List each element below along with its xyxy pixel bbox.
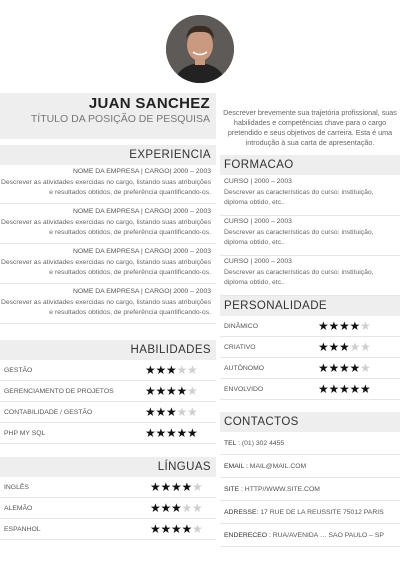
star-filled-icon: ★ bbox=[318, 319, 329, 333]
star-filled-icon: ★ bbox=[339, 319, 350, 333]
language-row bbox=[0, 478, 216, 498]
contact-key: TEL : bbox=[224, 440, 240, 447]
star-filled-icon: ★ bbox=[150, 501, 161, 515]
star-filled-icon: ★ bbox=[328, 319, 340, 333]
contact-row-phone bbox=[220, 433, 400, 455]
experience-description: Descrever as atividades exercidas no cargo, listando suas atribuições e resultados obtidos, de preferência quantificando-os. bbox=[0, 179, 211, 196]
experience-item bbox=[0, 206, 216, 244]
star-filled-icon: ★ bbox=[166, 426, 177, 440]
star-filled-icon: ★ bbox=[145, 405, 156, 419]
star-empty-icon: ★ bbox=[349, 340, 361, 354]
personality-label: ENVOLVIDO bbox=[224, 386, 264, 393]
personality-label: DINÂMICO bbox=[224, 323, 258, 330]
rating-stars bbox=[318, 320, 371, 333]
rating-stars bbox=[318, 341, 371, 354]
experience-description: Descrever as atividades exercidas no cargo, listando suas atribuições e resultados obtidos, de preferência quantificando-os. bbox=[0, 219, 211, 236]
rating-stars bbox=[145, 427, 198, 440]
star-filled-icon: ★ bbox=[145, 363, 156, 377]
contact-key: ADRESSE: bbox=[224, 509, 259, 516]
star-filled-icon: ★ bbox=[155, 426, 167, 440]
contact-value[interactable]: HTTP//WWW.SITE.COM bbox=[242, 486, 320, 493]
experience-item bbox=[0, 166, 216, 204]
language-label: ESPANHOL bbox=[4, 526, 41, 533]
language-row bbox=[0, 499, 216, 519]
star-filled-icon: ★ bbox=[181, 522, 193, 536]
contact-key: SITE : bbox=[224, 486, 243, 493]
intro-text: Descrever brevemente sua trajetória profissional, suas habilidades e competências chave para o cargo pretendido e seus objetivos de carreira. Esta é uma introdução à sua carta de apresentação. bbox=[223, 108, 397, 147]
star-filled-icon: ★ bbox=[318, 340, 329, 354]
star-filled-icon: ★ bbox=[349, 319, 361, 333]
star-filled-icon: ★ bbox=[145, 426, 156, 440]
star-filled-icon: ★ bbox=[166, 384, 177, 398]
star-empty-icon: ★ bbox=[192, 480, 203, 494]
star-filled-icon: ★ bbox=[155, 363, 167, 377]
education-item bbox=[220, 256, 400, 296]
contact-key: EMAIL : bbox=[224, 463, 248, 470]
education-item bbox=[220, 216, 400, 256]
star-empty-icon: ★ bbox=[360, 361, 371, 375]
language-row bbox=[0, 520, 216, 540]
position-title: TÍTULO DA POSIÇÃO DE PESQUISA bbox=[30, 113, 210, 125]
star-empty-icon: ★ bbox=[187, 384, 198, 398]
star-filled-icon: ★ bbox=[176, 426, 188, 440]
contact-key: ENDERECEO : bbox=[224, 532, 271, 539]
star-filled-icon: ★ bbox=[160, 522, 172, 536]
language-label: ALEMÃO bbox=[4, 505, 33, 512]
star-filled-icon: ★ bbox=[318, 361, 329, 375]
star-filled-icon: ★ bbox=[349, 361, 361, 375]
star-empty-icon: ★ bbox=[360, 340, 371, 354]
star-filled-icon: ★ bbox=[360, 382, 371, 396]
star-filled-icon: ★ bbox=[155, 405, 167, 419]
experience-item bbox=[0, 286, 216, 324]
rating-stars bbox=[150, 481, 203, 494]
language-label: INGLÊS bbox=[4, 484, 29, 491]
profile-photo bbox=[166, 15, 234, 83]
star-filled-icon: ★ bbox=[150, 522, 161, 536]
experience-title: NOME DA EMPRESA | CARGO| 2000 – 2003 bbox=[72, 208, 211, 215]
star-filled-icon: ★ bbox=[328, 340, 340, 354]
star-filled-icon: ★ bbox=[155, 384, 167, 398]
star-empty-icon: ★ bbox=[192, 501, 203, 515]
star-filled-icon: ★ bbox=[171, 480, 182, 494]
star-filled-icon: ★ bbox=[187, 426, 198, 440]
personality-row bbox=[220, 317, 400, 337]
star-filled-icon: ★ bbox=[328, 382, 340, 396]
candidate-name: JUAN SANCHEZ bbox=[88, 95, 210, 112]
star-filled-icon: ★ bbox=[328, 361, 340, 375]
skill-label: GESTÃO bbox=[4, 367, 33, 374]
star-filled-icon: ★ bbox=[176, 384, 188, 398]
star-filled-icon: ★ bbox=[339, 340, 350, 354]
star-filled-icon: ★ bbox=[160, 480, 172, 494]
contacts-heading: CONTACTOS bbox=[220, 412, 400, 432]
skill-label: PHP MY SQL bbox=[4, 430, 46, 437]
education-title: CURSO | 2000 – 2003 bbox=[224, 258, 292, 265]
star-filled-icon: ★ bbox=[318, 382, 329, 396]
experience-title: NOME DA EMPRESA | CARGO| 2000 – 2003 bbox=[72, 168, 211, 175]
education-title: CURSO | 2000 – 2003 bbox=[224, 178, 292, 185]
contact-row-street bbox=[220, 525, 400, 547]
star-filled-icon: ★ bbox=[339, 361, 350, 375]
skill-row bbox=[0, 361, 216, 381]
rating-stars bbox=[145, 406, 198, 419]
skills-heading: HABILIDADES bbox=[0, 340, 216, 360]
education-description: Descrever as características do curso: instituição, diploma obtido, etc.. bbox=[224, 229, 374, 246]
rating-stars bbox=[150, 523, 203, 536]
education-heading: FORMACAO bbox=[220, 155, 400, 175]
education-title: CURSO | 2000 – 2003 bbox=[224, 218, 292, 225]
experience-title: NOME DA EMPRESA | CARGO| 2000 – 2003 bbox=[72, 248, 211, 255]
star-filled-icon: ★ bbox=[150, 480, 161, 494]
experience-heading: EXPERIENCIA bbox=[0, 145, 216, 165]
rating-stars bbox=[318, 362, 371, 375]
star-filled-icon: ★ bbox=[339, 382, 350, 396]
contact-value: RUA/AVENIDA … SAO PAULO – SP bbox=[270, 532, 384, 539]
star-empty-icon: ★ bbox=[187, 363, 198, 377]
star-filled-icon: ★ bbox=[171, 501, 182, 515]
rating-stars bbox=[145, 364, 198, 377]
star-empty-icon: ★ bbox=[176, 363, 188, 377]
star-filled-icon: ★ bbox=[349, 382, 361, 396]
star-empty-icon: ★ bbox=[360, 319, 371, 333]
contact-row-address bbox=[220, 502, 400, 524]
contact-value[interactable]: MAIL@MAIL.COM bbox=[247, 463, 307, 470]
star-empty-icon: ★ bbox=[187, 405, 198, 419]
star-empty-icon: ★ bbox=[181, 501, 193, 515]
star-filled-icon: ★ bbox=[145, 384, 156, 398]
star-filled-icon: ★ bbox=[171, 522, 182, 536]
name-band bbox=[0, 93, 216, 139]
experience-item bbox=[0, 246, 216, 284]
star-filled-icon: ★ bbox=[181, 480, 193, 494]
rating-stars bbox=[318, 383, 371, 396]
contact-row-email bbox=[220, 456, 400, 478]
education-item bbox=[220, 176, 400, 216]
contact-value[interactable]: (01) 302 4455 bbox=[240, 440, 285, 447]
personality-row bbox=[220, 359, 400, 379]
skill-row bbox=[0, 403, 216, 423]
contact-value: 17 RUE DE LA REUSSITE 75012 PARIS bbox=[258, 509, 384, 516]
education-description: Descrever as características do curso: instituição, diploma obtido, etc.. bbox=[224, 269, 374, 286]
personality-label: CRIATIVO bbox=[224, 344, 256, 351]
star-filled-icon: ★ bbox=[166, 405, 177, 419]
star-empty-icon: ★ bbox=[176, 405, 188, 419]
personality-label: AUTÔNOMO bbox=[224, 365, 265, 372]
skill-label: GERENCIAMENTO DE PROJETOS bbox=[4, 388, 114, 395]
contact-row-site bbox=[220, 479, 400, 501]
experience-title: NOME DA EMPRESA | CARGO| 2000 – 2003 bbox=[72, 288, 211, 295]
education-description: Descrever as características do curso: instituição, diploma obtido, etc.. bbox=[224, 189, 374, 206]
star-filled-icon: ★ bbox=[166, 363, 177, 377]
star-empty-icon: ★ bbox=[192, 522, 203, 536]
personality-row bbox=[220, 380, 400, 400]
personality-row bbox=[220, 338, 400, 358]
experience-description: Descrever as atividades exercidas no cargo, listando suas atribuições e resultados obtidos, de preferência quantificando-os. bbox=[0, 299, 211, 316]
skill-label: CONTABILIDADE / GESTÃO bbox=[4, 409, 93, 416]
experience-description: Descrever as atividades exercidas no cargo, listando suas atribuições e resultados obtidos, de preferência quantificando-os. bbox=[0, 259, 211, 276]
skill-row bbox=[0, 424, 216, 444]
languages-heading: LÍNGUAS bbox=[0, 457, 216, 477]
rating-stars bbox=[150, 502, 203, 515]
personality-heading: PERSONALIDADE bbox=[220, 296, 400, 316]
rating-stars bbox=[145, 385, 198, 398]
star-filled-icon: ★ bbox=[160, 501, 172, 515]
skill-row bbox=[0, 382, 216, 402]
